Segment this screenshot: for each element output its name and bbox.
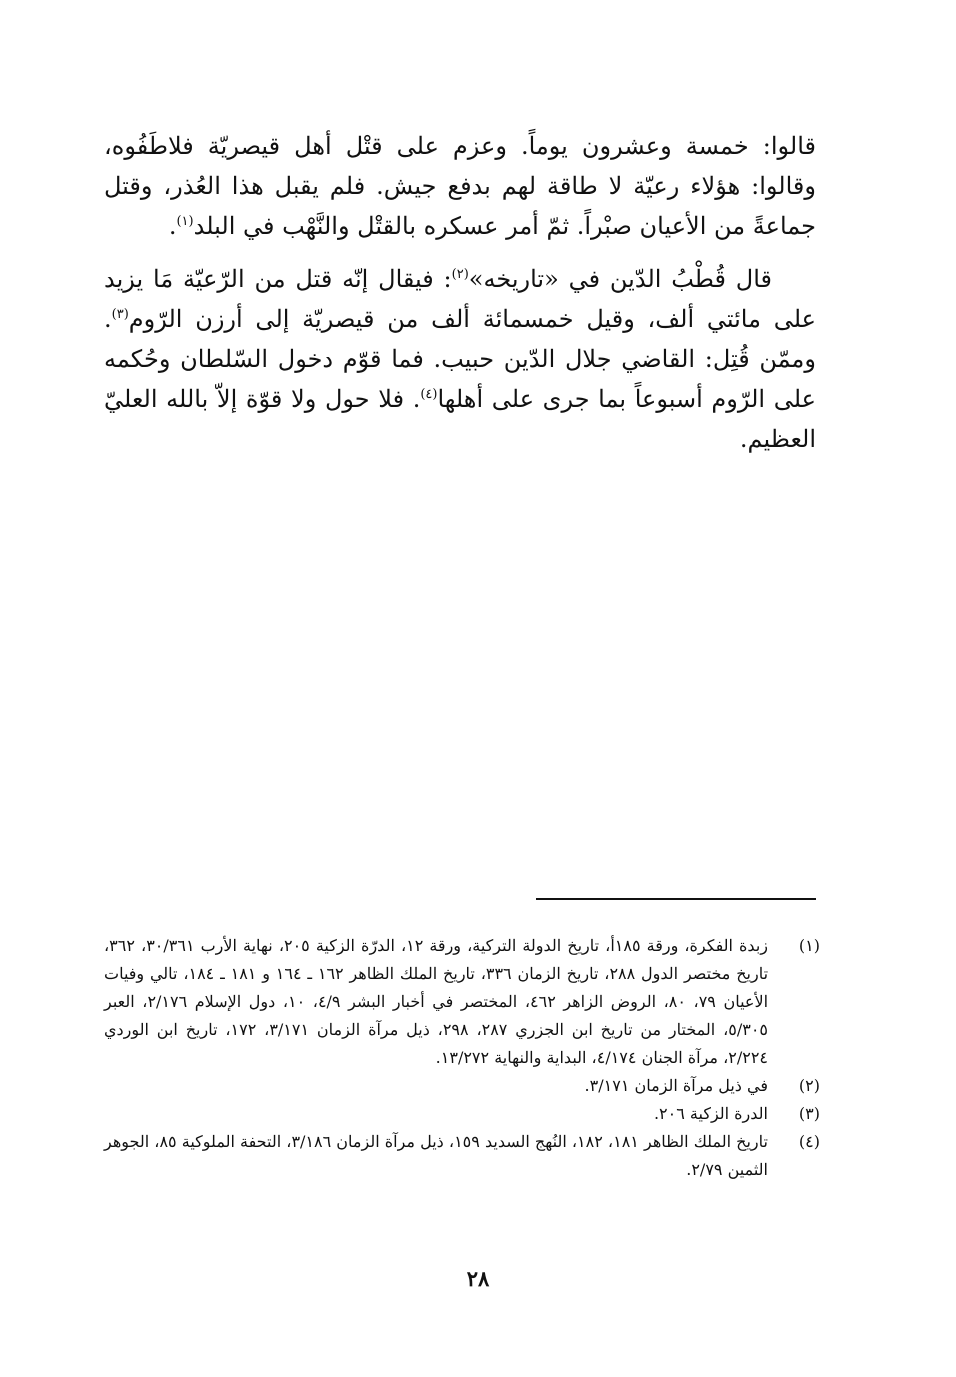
footnote-2-text: في ذيل مرآة الزمان ٣/١٧١. bbox=[584, 1076, 768, 1095]
footnote-4-number: (٤) bbox=[798, 1132, 820, 1151]
paragraph-1-text: قالوا: خمسة وعشرون يوماً. وعزم على قتْل أهل قيصريّة فلاطَفُوه، وقالوا: هؤلاء رعيّة لا طاقة لهم بدفع جيش. فلم يقبل هذا العُذر، وقتل جماعةً من الأعيان صبْراً. ثمّ أمر عسكره بالقتْل والنَّهْب في البلد bbox=[104, 132, 816, 240]
paragraph-1-end: . bbox=[168, 212, 177, 240]
footnote-3-number: (٣) bbox=[798, 1104, 820, 1123]
paragraph-2-text-b: : فيقال إنّه قتل من الرّعيّة مَا يزيد على مائتي ألف، وقيل خمسمائة ألف من قيصريّة إلى أرزن الرّوم bbox=[104, 265, 816, 333]
footnote-separator bbox=[536, 898, 816, 900]
paragraph-2-text-a: قال قُطْبُ الدّين في «تاريخه» bbox=[468, 265, 772, 293]
footnote-2-number: (٢) bbox=[798, 1076, 820, 1095]
paragraph-1 bbox=[104, 126, 816, 246]
footnote-ref-1: (١) bbox=[176, 214, 194, 229]
footnote-ref-3: (٣) bbox=[111, 307, 129, 322]
footnote-4 bbox=[104, 1128, 820, 1184]
paragraph-2 bbox=[104, 259, 816, 459]
page-number: ٢٨ bbox=[466, 1266, 490, 1291]
footnote-1-number: (١) bbox=[798, 936, 820, 955]
footnote-2 bbox=[104, 1072, 820, 1100]
footnote-3-text: الدرة الزكية ٢٠٦. bbox=[653, 1104, 768, 1123]
footnote-4-text: تاريخ الملك الظاهر ١٨١، ١٨٢، النُهج السديد ١٥٩، ذيل مرآة الزمان ٣/١٨٦، التحفة الملوكية ٨٥، الجوهر الثمين ٢/٧٩. bbox=[104, 1132, 768, 1179]
footnote-1 bbox=[104, 932, 820, 1072]
main-text bbox=[104, 126, 816, 459]
footnote-3 bbox=[104, 1100, 820, 1128]
paragraph-2-text-d: . فلا حول ولا قوّة إلاّ بالله العليّ العظيم. bbox=[104, 385, 816, 453]
footnote-1-text: زبدة الفكرة، ورقة ١٨٥أ، تاريخ الدولة التركية، ورقة ١٢، الدرّة الزكية ٢٠٥، نهاية الأرب ٣٠/٣٦١، ٣٦٢، تاريخ مختصر الدول ٢٨٨، تاريخ الزمان ٣٣٦، تاريخ الملك الظاهر ١٦٢ ـ ١٦٤ و ١٨١ ـ ١٨٤، تالي وفيات الأعيان ٧٩، ٨٠، الروض الزاهر ٤٦٢، المختصر في أخبار البشر ٤/٩، ١٠، دول الإسلام ٢/١٧٦، العبر ٥/٣٠٥، المختار من تاريخ ابن الجزري ٢٨٧، ٢٩٨، ذيل مرآة الزمان ٣/١٧١، ١٧٢، تاريخ ابن الوردي ٢/٢٢٤، مرآة الجنان ٤/١٧٤، البداية والنهاية ١٣/٢٧٢. bbox=[104, 936, 769, 1067]
paragraph-2-text-c: . وممّن قُتِل: القاضي جلال الدّين حبيب. فما قوّم دخول السّلطان وحُكمه على الرّوم أسبوعاً بما جرى على أهلها bbox=[104, 305, 816, 413]
footnotes bbox=[104, 932, 820, 1184]
footnote-ref-4: (٤) bbox=[420, 387, 438, 402]
footnote-ref-2: (٢) bbox=[451, 267, 469, 282]
